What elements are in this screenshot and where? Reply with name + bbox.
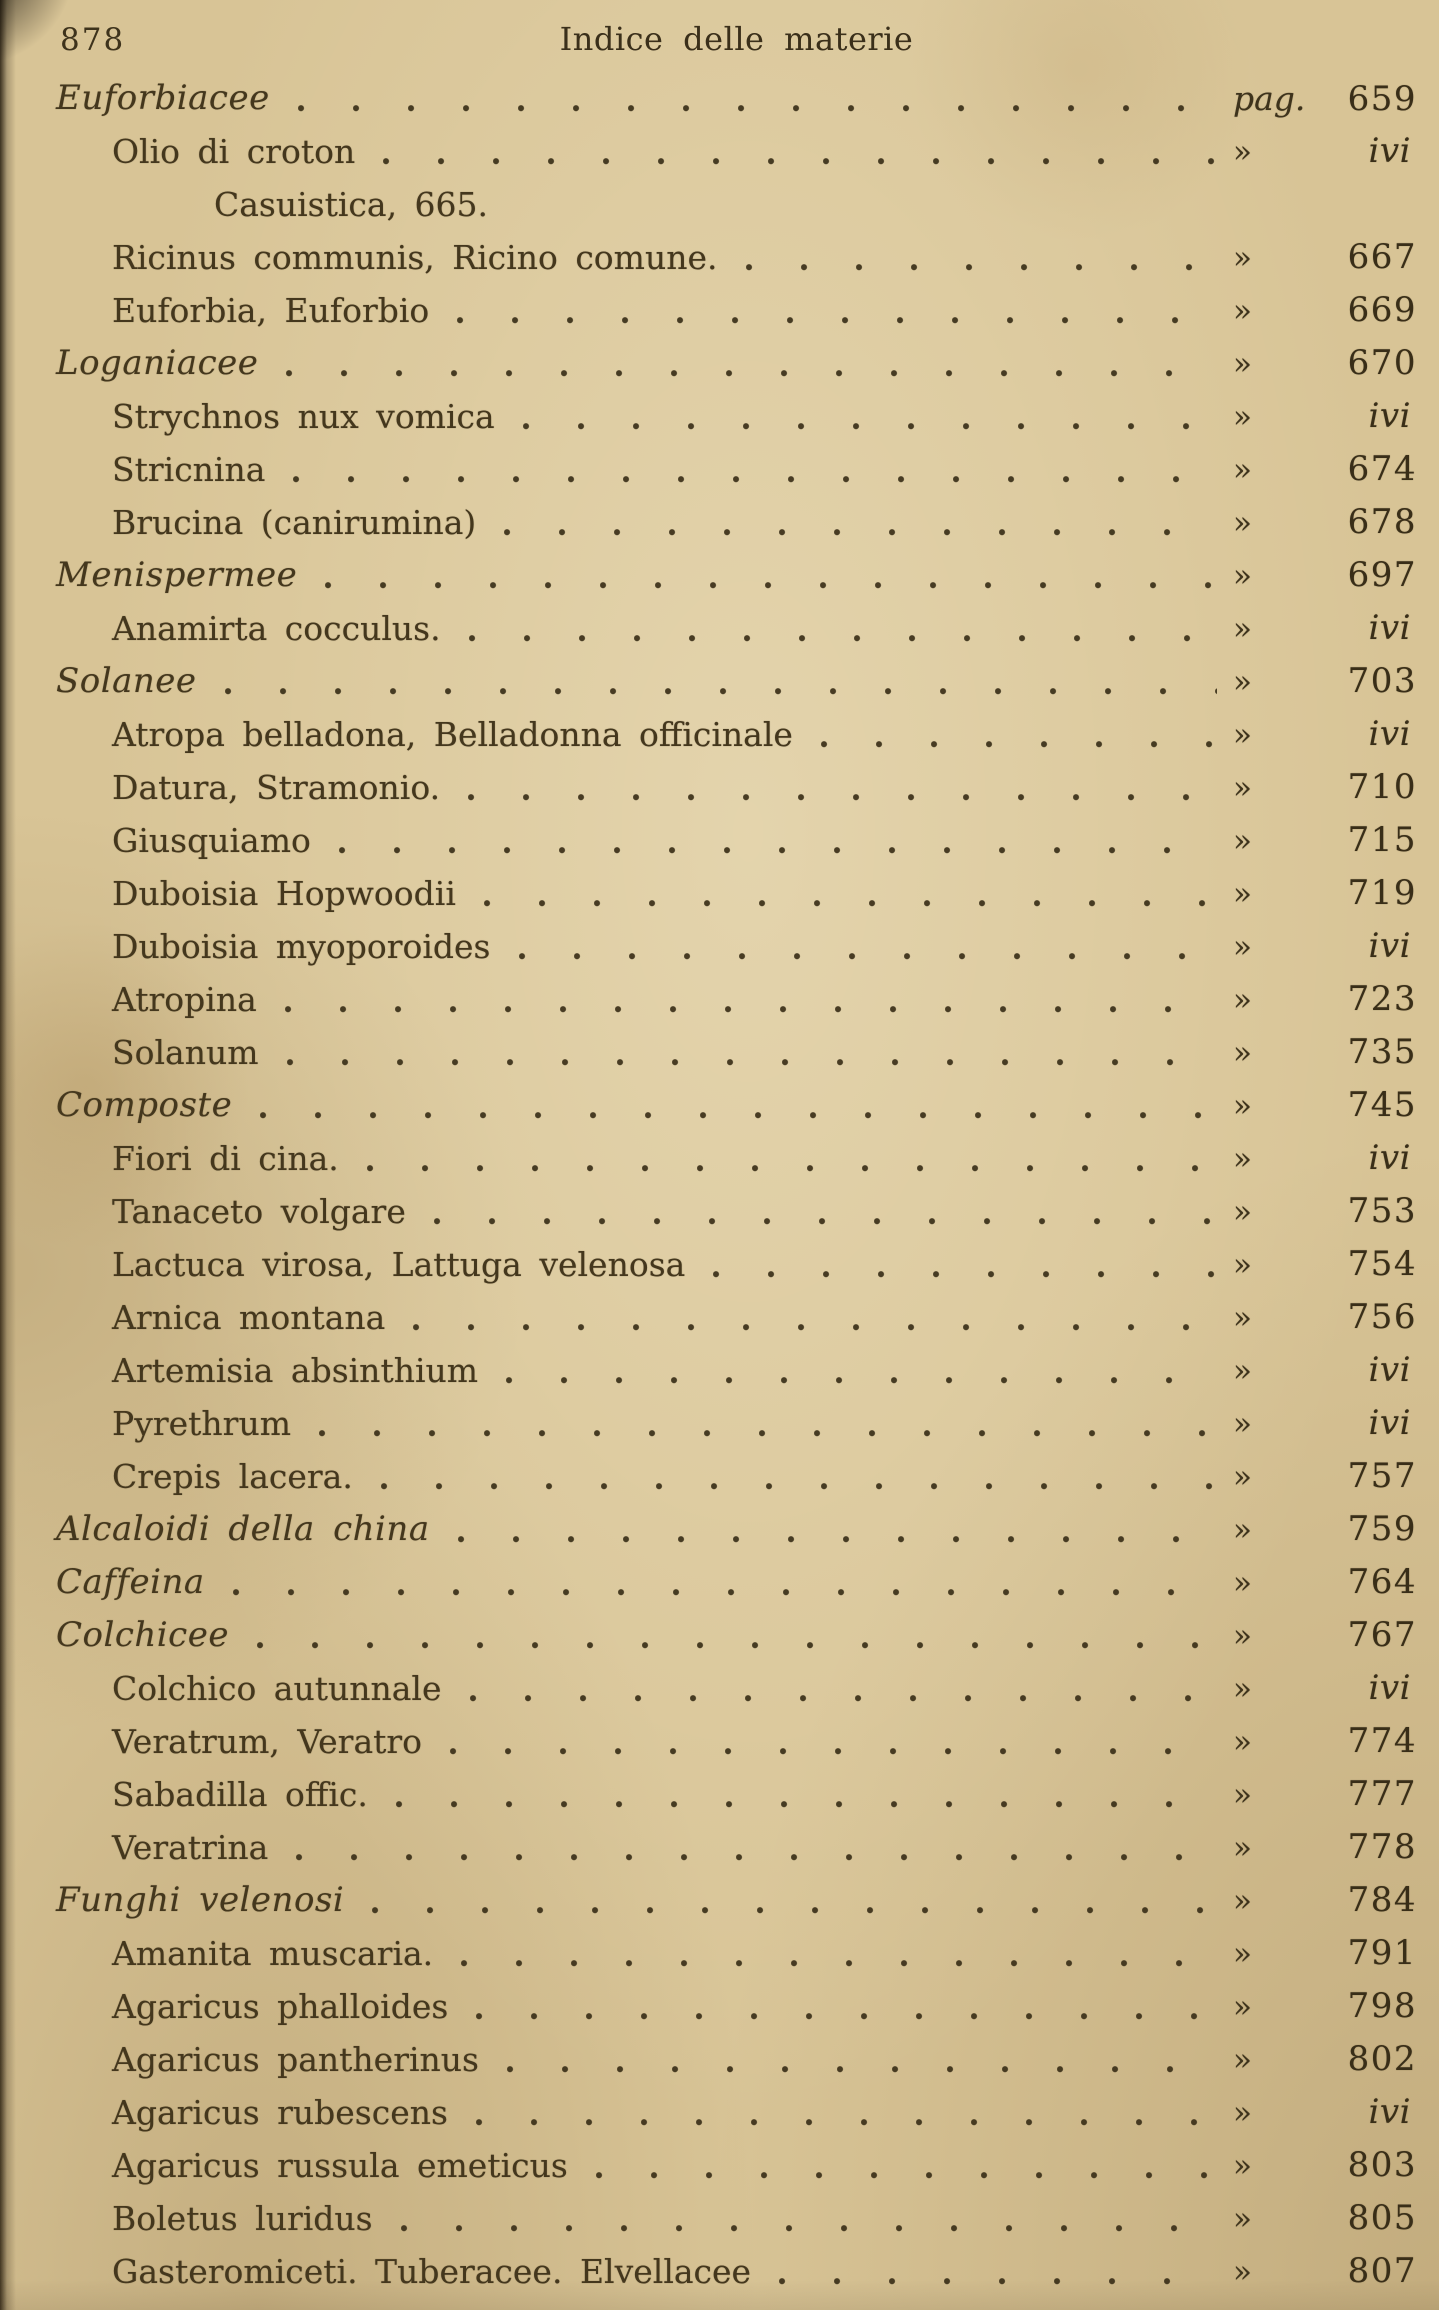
dot-leader xyxy=(517,423,1217,431)
ref-value: ivi xyxy=(1368,395,1411,436)
ref-marker: » xyxy=(1233,981,1252,1018)
ref-value: ivi xyxy=(1368,607,1411,648)
ref-marker: » xyxy=(1233,239,1252,276)
entry-ref xyxy=(1233,920,1417,974)
dot-leader xyxy=(280,370,1217,378)
ref-value: 802 xyxy=(1347,2038,1417,2079)
index-entry xyxy=(56,1927,1417,1980)
dot-leader xyxy=(390,1801,1217,1809)
entry-ref xyxy=(1233,1556,1417,1610)
dot-leader xyxy=(361,1165,1217,1173)
dot-leader xyxy=(219,688,1217,696)
entry-label: Duboisia Hopwoodii xyxy=(112,874,456,913)
entry-label: Euforbiacee xyxy=(56,78,270,118)
ref-value: 723 xyxy=(1347,978,1417,1019)
dot-leader xyxy=(290,1854,1217,1862)
ref-value: 798 xyxy=(1347,1985,1417,2026)
entry-label: Euforbia, Euforbio xyxy=(112,291,430,330)
dot-leader xyxy=(428,1218,1217,1226)
index-entry xyxy=(56,443,1417,496)
dot-leader xyxy=(279,1006,1217,1014)
dot-leader xyxy=(815,741,1217,749)
ref-value: 803 xyxy=(1347,2144,1417,2185)
dot-leader xyxy=(451,317,1217,325)
dot-leader xyxy=(251,1642,1217,1650)
ref-value: 754 xyxy=(1347,1243,1417,1284)
dot-leader xyxy=(498,529,1217,537)
index-entry xyxy=(56,2086,1417,2139)
ref-marker: » xyxy=(1233,1352,1252,1389)
entry-ref xyxy=(1233,443,1417,497)
dot-leader xyxy=(464,1695,1217,1703)
dot-leader xyxy=(407,1324,1217,1332)
dot-leader xyxy=(227,1589,1217,1597)
entry-label: Atropa belladona, Belladonna officinale xyxy=(112,715,793,754)
ref-marker: » xyxy=(1233,875,1252,912)
ref-marker: » xyxy=(1233,1670,1252,1707)
index-entry xyxy=(56,1556,1417,1609)
ref-marker: » xyxy=(1233,345,1252,382)
index-entry xyxy=(56,655,1417,708)
entry-ref xyxy=(1233,708,1417,762)
index-entry xyxy=(56,1874,1417,1927)
index-entry xyxy=(56,761,1417,814)
entry-ref xyxy=(1233,1715,1417,1769)
ref-value: ivi xyxy=(1368,1402,1411,1443)
ref-marker: » xyxy=(1233,1087,1252,1124)
ref-value: 777 xyxy=(1347,1773,1417,1814)
ref-value: 715 xyxy=(1347,819,1417,860)
entry-ref xyxy=(1233,814,1417,868)
ref-value: ivi xyxy=(1368,713,1411,754)
entry-label: Tanaceto volgare xyxy=(112,1192,406,1231)
index-entry xyxy=(56,284,1417,337)
ref-marker: » xyxy=(1233,1246,1252,1283)
entry-ref xyxy=(1233,1821,1417,1875)
entry-label: Duboisia myoporoides xyxy=(112,927,491,966)
entry-label: Veratrina xyxy=(112,1828,269,1867)
entry-label: Gasteromiceti. Tuberacee. Elvellacee xyxy=(112,2252,752,2291)
ref-marker: » xyxy=(1233,2041,1252,2078)
entry-label: Agaricus pantherinus xyxy=(112,2040,479,2079)
ref-marker: » xyxy=(1233,1882,1252,1919)
ref-value: 807 xyxy=(1347,2250,1417,2291)
entry-label: Veratrum, Veratro xyxy=(112,1722,423,1761)
ref-value: 753 xyxy=(1347,1190,1417,1231)
index-entry xyxy=(56,867,1417,920)
ref-value: 710 xyxy=(1347,766,1417,807)
page-title: Indice delle materie xyxy=(559,20,914,58)
index-entry xyxy=(56,1344,1417,1397)
entry-label: Artemisia absinthium xyxy=(112,1351,479,1390)
entry-ref xyxy=(1233,549,1417,603)
ref-marker: » xyxy=(1233,398,1252,435)
ref-marker: pag. xyxy=(1233,78,1306,118)
dot-leader xyxy=(366,1907,1217,1915)
ref-marker: » xyxy=(1233,2094,1252,2131)
ref-marker: » xyxy=(1233,822,1252,859)
index-entry xyxy=(56,973,1417,1026)
ref-value: 659 xyxy=(1347,78,1417,119)
dot-leader xyxy=(375,1483,1217,1491)
entry-label: Datura, Stramonio. xyxy=(112,768,441,807)
index-entry xyxy=(56,178,1417,231)
ref-marker: » xyxy=(1233,504,1252,541)
index-entry xyxy=(56,1185,1417,1238)
entry-ref xyxy=(1233,496,1417,550)
entry-label: Solanee xyxy=(56,661,197,701)
dot-leader xyxy=(740,264,1218,272)
entry-ref xyxy=(1233,1344,1417,1398)
entry-ref xyxy=(1233,231,1417,285)
index-entry xyxy=(56,1821,1417,1874)
index-entry xyxy=(56,814,1417,867)
index-entry xyxy=(56,390,1417,443)
dot-leader xyxy=(395,2225,1217,2233)
ref-marker: » xyxy=(1233,1776,1252,1813)
index-entry xyxy=(56,1609,1417,1662)
ref-value: 703 xyxy=(1347,660,1417,701)
ref-value: 756 xyxy=(1347,1296,1417,1337)
entry-ref xyxy=(1233,1980,1417,2034)
ref-value: ivi xyxy=(1368,2091,1411,2132)
ref-marker: » xyxy=(1233,1723,1252,1760)
ref-value: 667 xyxy=(1347,236,1417,277)
ref-value: ivi xyxy=(1368,1137,1411,1178)
entry-ref xyxy=(1233,2139,1417,2193)
index-entry xyxy=(56,1715,1417,1768)
entry-label: Arnica montana xyxy=(112,1298,386,1337)
entry-ref xyxy=(1233,2086,1417,2140)
ref-value: 697 xyxy=(1347,554,1417,595)
entry-label: Boletus luridus xyxy=(112,2199,373,2238)
entry-ref xyxy=(1233,867,1417,921)
index-entry xyxy=(56,1450,1417,1503)
ref-marker: » xyxy=(1233,1458,1252,1495)
ref-marker: » xyxy=(1233,928,1252,965)
entry-label: Solanum xyxy=(112,1033,259,1072)
entry-ref xyxy=(1233,1185,1417,1239)
entry-ref xyxy=(1233,1503,1417,1557)
entry-ref xyxy=(1233,1291,1417,1345)
entry-ref xyxy=(1233,1238,1417,1292)
entry-ref xyxy=(1233,655,1417,709)
entry-label: Amanita muscaria. xyxy=(112,1934,434,1973)
index-entry xyxy=(56,1291,1417,1344)
ref-marker: » xyxy=(1233,1617,1252,1654)
entry-label: Anamirta cocculus. xyxy=(112,609,441,648)
dot-leader xyxy=(452,1536,1217,1544)
ref-value: ivi xyxy=(1368,1349,1411,1390)
ref-marker: » xyxy=(1233,2200,1252,2237)
entry-label: Brucina (canirumina) xyxy=(112,503,477,542)
index-entry xyxy=(56,1768,1417,1821)
entry-label: Casuistica, 665. xyxy=(214,185,489,224)
entry-label: Fiori di cina. xyxy=(112,1139,339,1178)
ref-value: 669 xyxy=(1347,289,1417,330)
ref-value: ivi xyxy=(1368,925,1411,966)
index-entry xyxy=(56,602,1417,655)
index-entry xyxy=(56,1980,1417,2033)
entry-label: Giusquiamo xyxy=(112,821,311,860)
index-entry xyxy=(56,2139,1417,2192)
dot-leader xyxy=(773,2278,1217,2286)
dot-leader xyxy=(319,582,1217,590)
ref-value: 757 xyxy=(1347,1455,1417,1496)
entry-label: Funghi velenosi xyxy=(56,1880,345,1920)
ref-marker: » xyxy=(1233,1299,1252,1336)
entry-ref xyxy=(1233,72,1417,126)
entry-label: Lactuca virosa, Lattuga velenosa xyxy=(112,1245,686,1284)
dot-leader xyxy=(444,1748,1217,1756)
index-entry xyxy=(56,1132,1417,1185)
ref-value: 791 xyxy=(1347,1932,1417,1973)
dot-leader xyxy=(707,1271,1217,1279)
ref-value: ivi xyxy=(1368,1667,1411,1708)
ref-marker: » xyxy=(1233,1935,1252,1972)
index-entry xyxy=(56,1662,1417,1715)
dot-leader xyxy=(478,900,1217,908)
index-entry xyxy=(56,1026,1417,1079)
ref-marker: » xyxy=(1233,1034,1252,1071)
entry-ref xyxy=(1233,1026,1417,1080)
ref-value: 784 xyxy=(1347,1879,1417,1920)
entry-label: Agaricus phalloides xyxy=(112,1987,449,2026)
dot-leader xyxy=(470,2013,1217,2021)
ref-value: 774 xyxy=(1347,1720,1417,1761)
dot-leader xyxy=(287,476,1217,484)
entry-ref xyxy=(1233,284,1417,338)
entry-ref xyxy=(1233,1874,1417,1928)
ref-marker: » xyxy=(1233,1988,1252,2025)
index-entry xyxy=(56,1397,1417,1450)
entry-ref xyxy=(1233,602,1417,656)
index-entry xyxy=(56,231,1417,284)
ref-marker: » xyxy=(1233,610,1252,647)
ref-marker: » xyxy=(1233,451,1252,488)
index-entry xyxy=(56,920,1417,973)
dot-leader xyxy=(455,1960,1217,1968)
index-entry xyxy=(56,2192,1417,2245)
entry-label: Ricinus communis, Ricino comune. xyxy=(112,238,718,277)
index-entry xyxy=(56,2033,1417,2086)
ref-value: ivi xyxy=(1368,130,1411,171)
page-header xyxy=(56,16,1417,62)
ref-marker: » xyxy=(1233,1140,1252,1177)
entry-ref xyxy=(1233,1079,1417,1133)
entry-label: Stricnina xyxy=(112,450,266,489)
dot-leader xyxy=(462,794,1217,802)
ref-value: 678 xyxy=(1347,501,1417,542)
ref-marker: » xyxy=(1233,557,1252,594)
index-entry xyxy=(56,1503,1417,1556)
entry-ref xyxy=(1233,2192,1417,2246)
entry-ref xyxy=(1233,1768,1417,1822)
ref-value: 764 xyxy=(1347,1561,1417,1602)
entry-ref xyxy=(1233,1132,1417,1186)
dot-leader xyxy=(254,1112,1217,1120)
index-entry xyxy=(56,1079,1417,1132)
entry-ref xyxy=(1233,2033,1417,2087)
entry-ref xyxy=(1233,973,1417,1027)
ref-marker: » xyxy=(1233,1193,1252,1230)
ref-marker: » xyxy=(1233,1511,1252,1548)
ref-value: 670 xyxy=(1347,342,1417,383)
dot-leader xyxy=(377,158,1217,166)
ref-value: 767 xyxy=(1347,1614,1417,1655)
index-entry xyxy=(56,125,1417,178)
ref-marker: » xyxy=(1233,2253,1252,2290)
ref-marker: » xyxy=(1233,2147,1252,2184)
dot-leader xyxy=(590,2172,1217,2180)
ref-value: 745 xyxy=(1347,1084,1417,1125)
entry-ref xyxy=(1233,1662,1417,1716)
entry-label: Loganiacee xyxy=(56,343,259,383)
entry-label: Menispermee xyxy=(56,555,298,595)
index-entry xyxy=(56,708,1417,761)
index-entry xyxy=(56,337,1417,390)
ref-value: 719 xyxy=(1347,872,1417,913)
entry-label: Olio di croton xyxy=(112,132,356,171)
dot-leader xyxy=(501,2066,1217,2074)
ref-marker: » xyxy=(1233,1829,1252,1866)
ref-marker: » xyxy=(1233,716,1252,753)
entry-ref xyxy=(1233,337,1417,391)
ref-marker: » xyxy=(1233,663,1252,700)
index-list xyxy=(56,72,1417,2298)
ref-marker: » xyxy=(1233,769,1252,806)
entry-label: Crepis lacera. xyxy=(112,1457,353,1496)
ref-value: 759 xyxy=(1347,1508,1417,1549)
index-entry xyxy=(56,2245,1417,2298)
entry-label: Agaricus rubescens xyxy=(112,2093,448,2132)
entry-ref xyxy=(1233,1450,1417,1504)
ref-marker: » xyxy=(1233,133,1252,170)
entry-label: Colchico autunnale xyxy=(112,1669,442,1708)
ref-value: 735 xyxy=(1347,1031,1417,1072)
entry-label: Caffeina xyxy=(56,1562,205,1602)
entry-ref xyxy=(1233,390,1417,444)
index-entry xyxy=(56,549,1417,602)
index-entry xyxy=(56,1238,1417,1291)
ref-marker: » xyxy=(1233,292,1252,329)
dot-leader xyxy=(500,1377,1217,1385)
entry-label: Composte xyxy=(56,1085,233,1125)
entry-ref xyxy=(1233,1609,1417,1663)
entry-label: Atropina xyxy=(112,980,257,1019)
ref-value: 778 xyxy=(1347,1826,1417,1867)
index-entry xyxy=(56,496,1417,549)
entry-label: Pyrethrum xyxy=(112,1404,291,1443)
entry-ref xyxy=(1233,1397,1417,1451)
entry-ref xyxy=(1233,125,1417,179)
ref-marker: » xyxy=(1233,1405,1252,1442)
entry-label: Agaricus russula emeticus xyxy=(112,2146,568,2185)
dot-leader xyxy=(281,1059,1217,1067)
dot-leader xyxy=(292,105,1217,113)
folio-number: 878 xyxy=(60,22,126,58)
ref-value: 674 xyxy=(1347,448,1417,489)
entry-label: Sabadilla offic. xyxy=(112,1775,368,1814)
dot-leader xyxy=(333,847,1217,855)
index-entry xyxy=(56,72,1417,125)
entry-ref xyxy=(1233,761,1417,815)
ref-value: 805 xyxy=(1347,2197,1417,2238)
entry-label: Colchicee xyxy=(56,1615,229,1655)
entry-ref xyxy=(1233,2245,1417,2299)
entry-ref xyxy=(1233,1927,1417,1981)
dot-leader xyxy=(313,1430,1217,1438)
dot-leader xyxy=(470,2119,1217,2127)
dot-leader xyxy=(463,635,1217,643)
ref-marker: » xyxy=(1233,1564,1252,1601)
entry-label: Strychnos nux vomica xyxy=(112,397,495,436)
dot-leader xyxy=(513,953,1218,961)
entry-label: Alcaloidi della china xyxy=(56,1509,430,1549)
